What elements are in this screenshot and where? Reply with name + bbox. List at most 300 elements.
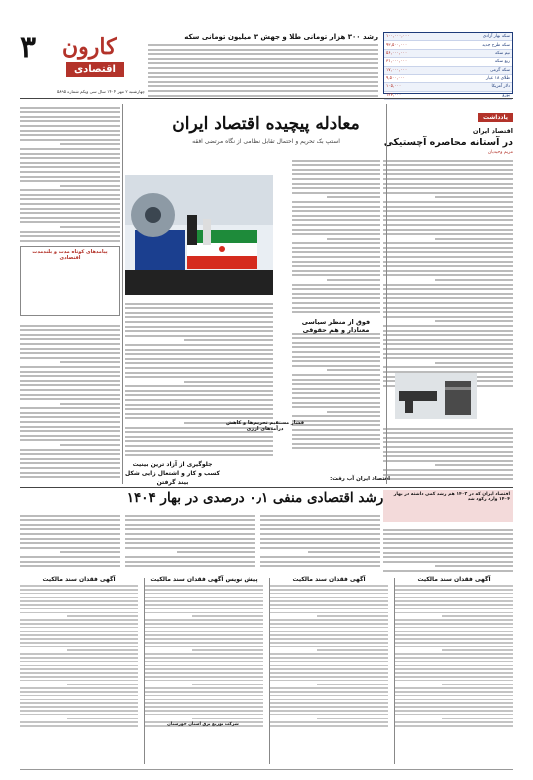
text-line bbox=[60, 143, 120, 145]
rate-row bbox=[384, 58, 512, 66]
opinion-title: در آستانه محاصره آچستیکی bbox=[383, 137, 513, 148]
text-line bbox=[435, 464, 513, 466]
text-line bbox=[292, 374, 380, 376]
text-line bbox=[395, 702, 513, 704]
text-line bbox=[383, 251, 513, 253]
text-line bbox=[20, 371, 120, 373]
text-line bbox=[20, 157, 120, 159]
text-line bbox=[270, 710, 388, 712]
text-line bbox=[395, 608, 513, 610]
text-line bbox=[395, 661, 513, 663]
text-line bbox=[145, 657, 263, 659]
text-line bbox=[270, 604, 388, 606]
text-line bbox=[20, 476, 120, 478]
text-line bbox=[20, 676, 138, 678]
text-line bbox=[270, 661, 388, 663]
text-line bbox=[20, 642, 138, 644]
text-line bbox=[270, 593, 388, 595]
text-line bbox=[20, 657, 138, 659]
text-line bbox=[292, 415, 380, 417]
opinion-author: مریم وحیدیان bbox=[487, 150, 513, 155]
text-line bbox=[125, 519, 255, 521]
text-line bbox=[395, 627, 513, 629]
text-line bbox=[125, 312, 273, 314]
text-line bbox=[292, 192, 380, 194]
text-line bbox=[20, 394, 120, 396]
text-line bbox=[292, 274, 380, 276]
text-line bbox=[383, 547, 513, 549]
text-line bbox=[145, 608, 263, 610]
text-line bbox=[327, 411, 380, 413]
text-line bbox=[383, 173, 513, 175]
text-line bbox=[270, 668, 388, 670]
text-line bbox=[395, 706, 513, 708]
text-line bbox=[20, 334, 120, 336]
text-line bbox=[383, 247, 513, 249]
text-line bbox=[20, 672, 138, 674]
text-line bbox=[20, 706, 138, 708]
text-line bbox=[125, 399, 273, 401]
text-line bbox=[292, 443, 380, 445]
text-line bbox=[395, 665, 513, 667]
text-line bbox=[20, 691, 138, 693]
story-box-title: اقتصاد ایران که در ۱۴۰۳ هم رشد کمی داشته در بهار ۱۴۰۴ وارد رکود شد bbox=[393, 492, 510, 502]
text-line bbox=[145, 631, 263, 633]
text-line bbox=[435, 320, 513, 322]
text-line bbox=[383, 366, 513, 368]
text-line bbox=[125, 349, 273, 351]
divider bbox=[20, 98, 513, 99]
text-line bbox=[327, 279, 380, 281]
section-label: اقتصادی bbox=[66, 62, 124, 77]
text-line bbox=[20, 153, 120, 155]
text-line bbox=[184, 381, 273, 383]
text-line bbox=[383, 183, 513, 185]
text-line bbox=[20, 435, 120, 437]
text-line bbox=[20, 714, 138, 716]
text-line bbox=[125, 394, 273, 396]
rate-row bbox=[384, 83, 512, 91]
text-line bbox=[435, 196, 513, 198]
rate-value: ۱۲۳,۰۰۰ bbox=[384, 91, 443, 99]
pull-quote: جلوگیری از آزاد ترین بینیت کسب و کار و اشتغال زایی شکل بیند گرفتن bbox=[125, 461, 220, 486]
text-line bbox=[270, 623, 388, 625]
text-line bbox=[125, 390, 273, 392]
rate-label: یورو bbox=[443, 91, 512, 99]
text-line bbox=[327, 238, 380, 240]
text-line bbox=[395, 668, 513, 670]
rates-table bbox=[383, 32, 513, 98]
text-line bbox=[20, 412, 120, 414]
text-line bbox=[20, 668, 138, 670]
text-line bbox=[20, 384, 120, 386]
rate-row bbox=[384, 33, 512, 41]
text-line bbox=[292, 379, 380, 381]
rate-row bbox=[384, 74, 512, 82]
text-line bbox=[145, 623, 263, 625]
column-rule bbox=[386, 104, 387, 484]
text-line bbox=[292, 351, 380, 353]
text-line bbox=[292, 302, 380, 304]
text-line bbox=[20, 589, 138, 591]
text-line bbox=[383, 437, 513, 439]
text-line bbox=[20, 421, 120, 423]
text-line bbox=[292, 247, 380, 249]
text-line bbox=[20, 125, 120, 127]
text-line bbox=[145, 619, 263, 621]
text-line bbox=[270, 721, 388, 723]
text-line bbox=[145, 600, 263, 602]
text-line bbox=[395, 676, 513, 678]
text-line bbox=[317, 615, 388, 617]
text-line bbox=[435, 565, 513, 567]
text-line bbox=[292, 224, 380, 226]
text-line bbox=[383, 561, 513, 563]
lead-headline: معادله پیچیده اقتصاد ایران bbox=[172, 114, 360, 134]
text-line bbox=[292, 265, 380, 267]
text-line bbox=[317, 718, 388, 720]
text-line bbox=[383, 428, 513, 430]
text-line bbox=[383, 478, 513, 480]
text-line bbox=[20, 389, 120, 391]
text-line bbox=[395, 710, 513, 712]
column-rule bbox=[122, 104, 123, 484]
column-2 bbox=[292, 157, 380, 316]
text-line bbox=[292, 160, 380, 162]
text-line bbox=[292, 178, 380, 180]
column-7 bbox=[383, 425, 513, 483]
text-line bbox=[125, 321, 273, 323]
text-line bbox=[125, 524, 255, 526]
text-line bbox=[292, 219, 380, 221]
text-line bbox=[395, 585, 513, 587]
text-line bbox=[292, 297, 380, 299]
text-line bbox=[20, 407, 120, 409]
rate-value: ۵۶,۰۰۰,۰۰۰ bbox=[384, 49, 443, 57]
text-line bbox=[20, 166, 120, 168]
text-line bbox=[192, 718, 263, 720]
text-line bbox=[20, 116, 120, 118]
column-rule bbox=[269, 578, 270, 764]
text-line bbox=[125, 547, 255, 549]
text-line bbox=[383, 215, 513, 217]
text-line bbox=[395, 597, 513, 599]
text-line bbox=[125, 538, 255, 540]
column-8 bbox=[20, 512, 120, 570]
divider bbox=[20, 769, 513, 770]
text-line bbox=[292, 215, 380, 217]
text-line bbox=[260, 565, 380, 567]
text-line bbox=[20, 449, 120, 451]
text-line bbox=[292, 206, 380, 208]
text-line bbox=[20, 235, 120, 237]
text-line bbox=[292, 434, 380, 436]
text-line bbox=[20, 194, 120, 196]
text-line bbox=[125, 515, 255, 517]
text-line bbox=[20, 631, 138, 633]
text-line bbox=[20, 325, 120, 327]
text-line bbox=[292, 424, 380, 426]
ad-column bbox=[270, 576, 388, 766]
text-line bbox=[20, 538, 120, 540]
text-line bbox=[383, 529, 513, 531]
text-line bbox=[383, 169, 513, 171]
rate-label: سکه طرح جدید bbox=[443, 41, 512, 49]
text-line bbox=[20, 608, 138, 610]
text-line bbox=[20, 623, 138, 625]
text-line bbox=[395, 672, 513, 674]
text-line bbox=[292, 388, 380, 390]
column-5 bbox=[292, 330, 380, 452]
text-line bbox=[60, 361, 120, 363]
text-line bbox=[125, 528, 255, 530]
text-line bbox=[383, 164, 513, 166]
text-line bbox=[145, 710, 263, 712]
text-line bbox=[395, 721, 513, 723]
text-line bbox=[435, 362, 513, 364]
text-line bbox=[20, 430, 120, 432]
text-line bbox=[383, 446, 513, 448]
text-line bbox=[383, 187, 513, 189]
text-line bbox=[125, 454, 273, 456]
text-line bbox=[383, 316, 513, 318]
column-11 bbox=[383, 526, 513, 575]
text-line bbox=[442, 649, 513, 651]
text-line bbox=[125, 561, 255, 563]
lead-photo bbox=[125, 175, 273, 295]
text-line bbox=[20, 561, 120, 563]
text-line bbox=[270, 597, 388, 599]
text-line bbox=[383, 451, 513, 453]
text-line bbox=[20, 208, 120, 210]
text-line bbox=[125, 450, 273, 452]
text-line bbox=[125, 408, 273, 410]
text-line bbox=[270, 725, 388, 727]
text-line bbox=[192, 615, 263, 617]
text-line bbox=[383, 297, 513, 299]
text-line bbox=[67, 615, 138, 617]
text-line bbox=[60, 185, 120, 187]
opinion-tag: یادداشت bbox=[478, 113, 513, 122]
text-line bbox=[20, 467, 120, 469]
text-line bbox=[20, 176, 120, 178]
text-line bbox=[145, 642, 263, 644]
text-line bbox=[20, 638, 138, 640]
text-line bbox=[383, 538, 513, 540]
text-line bbox=[395, 631, 513, 633]
text-line bbox=[308, 551, 380, 553]
text-line bbox=[145, 627, 263, 629]
ad-title: آگهی فقدان سند مالکیت bbox=[292, 576, 366, 583]
column-9 bbox=[125, 512, 255, 570]
text-line bbox=[145, 665, 263, 667]
text-line bbox=[20, 357, 120, 359]
text-line bbox=[260, 542, 380, 544]
text-line bbox=[20, 343, 120, 345]
text-line bbox=[383, 311, 513, 313]
oil-barrel-photo bbox=[395, 373, 477, 419]
text-line bbox=[177, 551, 255, 553]
rate-value: ۱۰۵,۰۰۰ bbox=[384, 83, 443, 91]
text-line bbox=[20, 198, 120, 200]
column-rule bbox=[144, 578, 145, 764]
text-line bbox=[125, 326, 273, 328]
text-line bbox=[125, 362, 273, 364]
text-line bbox=[125, 565, 255, 567]
text-line bbox=[383, 469, 513, 471]
text-line bbox=[125, 413, 273, 415]
text-line bbox=[20, 107, 120, 109]
text-line bbox=[270, 699, 388, 701]
text-line bbox=[395, 623, 513, 625]
text-line bbox=[292, 233, 380, 235]
text-line bbox=[145, 668, 263, 670]
text-line bbox=[260, 515, 380, 517]
text-line bbox=[20, 338, 120, 340]
text-line bbox=[270, 653, 388, 655]
text-line bbox=[20, 634, 138, 636]
opinion-column bbox=[383, 104, 513, 155]
text-line bbox=[20, 366, 120, 368]
text-line bbox=[383, 334, 513, 336]
text-line bbox=[270, 676, 388, 678]
text-line bbox=[292, 242, 380, 244]
text-line bbox=[20, 627, 138, 629]
text-line bbox=[383, 432, 513, 434]
text-line bbox=[383, 160, 513, 162]
column-1 bbox=[20, 104, 120, 244]
text-line bbox=[20, 653, 138, 655]
text-line bbox=[292, 337, 380, 339]
text-line bbox=[317, 649, 388, 651]
rate-label: دلار آمریکا bbox=[443, 83, 512, 91]
rate-row bbox=[384, 41, 512, 49]
text-line bbox=[292, 293, 380, 295]
rate-value: ۱۰۰,۰۰۰,۰۰۰ bbox=[384, 33, 443, 41]
text-line bbox=[395, 653, 513, 655]
text-line bbox=[292, 201, 380, 203]
text-line bbox=[145, 680, 263, 682]
text-line bbox=[270, 714, 388, 716]
text-line bbox=[383, 224, 513, 226]
text-line bbox=[20, 597, 138, 599]
text-line bbox=[383, 219, 513, 221]
rate-value: ۳۱,۰۰۰,۰۰۰ bbox=[384, 58, 443, 66]
text-line bbox=[292, 187, 380, 189]
column-10 bbox=[260, 512, 380, 570]
text-line bbox=[20, 646, 138, 648]
text-line bbox=[270, 585, 388, 587]
text-line bbox=[383, 357, 513, 359]
text-line bbox=[292, 169, 380, 171]
text-line bbox=[383, 460, 513, 462]
text-line bbox=[20, 426, 120, 428]
text-line bbox=[442, 718, 513, 720]
text-line bbox=[20, 699, 138, 701]
text-line bbox=[383, 261, 513, 263]
text-line bbox=[383, 242, 513, 244]
text-line bbox=[270, 619, 388, 621]
text-line bbox=[270, 672, 388, 674]
text-line bbox=[383, 441, 513, 443]
text-line bbox=[292, 406, 380, 408]
text-line bbox=[383, 288, 513, 290]
text-line bbox=[383, 552, 513, 554]
column-4 bbox=[125, 300, 273, 459]
text-line bbox=[125, 533, 255, 535]
text-line bbox=[395, 646, 513, 648]
text-line bbox=[395, 638, 513, 640]
text-line bbox=[270, 695, 388, 697]
rate-label: ربع سکه bbox=[443, 58, 512, 66]
text-line bbox=[20, 130, 120, 132]
text-line bbox=[20, 593, 138, 595]
text-line bbox=[145, 702, 263, 704]
text-line bbox=[125, 376, 273, 378]
top-news bbox=[148, 33, 378, 99]
text-line bbox=[292, 307, 380, 309]
text-line bbox=[20, 380, 120, 382]
pull-quote: فوق از منظر سیاسی معنادار و هم حقوقی bbox=[301, 318, 371, 334]
text-line bbox=[20, 721, 138, 723]
text-line bbox=[145, 653, 263, 655]
text-line bbox=[383, 293, 513, 295]
text-line bbox=[20, 398, 120, 400]
text-line bbox=[20, 462, 120, 464]
text-line bbox=[125, 542, 255, 544]
text-line bbox=[292, 229, 380, 231]
page-number: ۳ bbox=[20, 30, 37, 65]
text-line bbox=[395, 657, 513, 659]
text-line bbox=[383, 330, 513, 332]
text-line bbox=[395, 680, 513, 682]
text-line bbox=[20, 231, 120, 233]
ad-title: پیش نویس آگهی فقدان سند مالکیت bbox=[150, 576, 258, 583]
text-line bbox=[395, 642, 513, 644]
text-line bbox=[20, 120, 120, 122]
text-line bbox=[383, 455, 513, 457]
text-line bbox=[292, 438, 380, 440]
text-line bbox=[67, 718, 138, 720]
text-line bbox=[67, 649, 138, 651]
text-line bbox=[20, 439, 120, 441]
text-line bbox=[20, 171, 120, 173]
text-line bbox=[292, 360, 380, 362]
text-line bbox=[383, 533, 513, 535]
rate-row bbox=[384, 49, 512, 57]
text-line bbox=[383, 229, 513, 231]
column-3 bbox=[383, 157, 513, 389]
text-line bbox=[383, 343, 513, 345]
divider bbox=[20, 487, 513, 488]
text-line bbox=[270, 600, 388, 602]
text-line bbox=[383, 178, 513, 180]
text-line bbox=[383, 192, 513, 194]
text-line bbox=[20, 416, 120, 418]
text-line bbox=[20, 212, 120, 214]
text-line bbox=[145, 585, 263, 587]
text-line bbox=[292, 402, 380, 404]
text-line bbox=[60, 403, 120, 405]
text-line bbox=[395, 634, 513, 636]
text-line bbox=[383, 339, 513, 341]
text-line bbox=[292, 311, 380, 313]
text-line bbox=[395, 687, 513, 689]
text-line bbox=[383, 570, 513, 572]
text-line bbox=[383, 274, 513, 276]
text-line bbox=[20, 528, 120, 530]
text-line bbox=[383, 307, 513, 309]
